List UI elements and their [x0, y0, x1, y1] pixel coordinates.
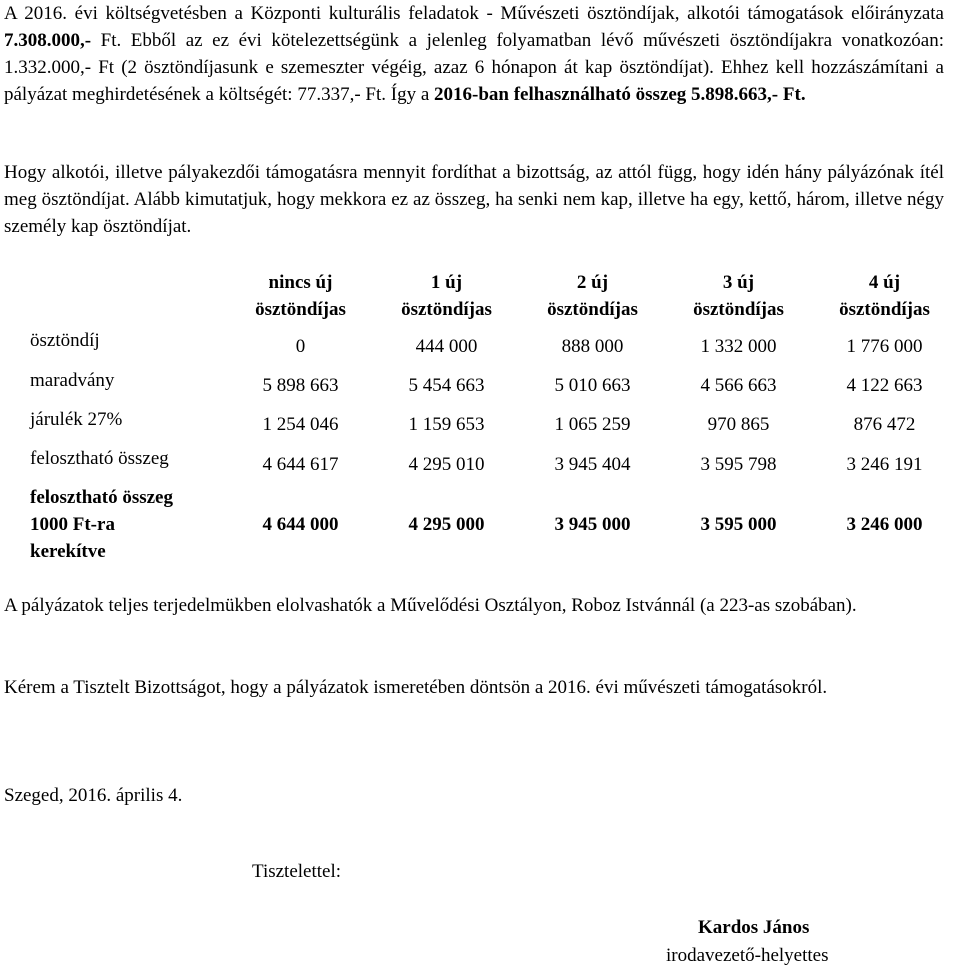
table-header-4: 4 új ösztöndíjas [839, 272, 930, 320]
row-label-maradvany: maradvány [30, 370, 115, 391]
request-paragraph: Kérem a Tisztelt Bizottságot, hogy a pályázatok ismeretében döntsön a 2016. évi művészeti támogatásokról. [4, 677, 828, 698]
table-cell: 3 945 404 [554, 454, 631, 475]
table-cell: 4 644 000 [262, 514, 339, 535]
table-cell: 444 000 [415, 336, 478, 357]
table-cell: 970 865 [707, 414, 770, 435]
row-label-feloszthato: felosztható összeg [30, 448, 169, 469]
table-cell: 888 000 [561, 336, 624, 357]
closing-greeting: Tisztelettel: [252, 861, 342, 882]
row-label-osztondij: ösztöndíj [30, 330, 100, 351]
table-header-1: 1 új ösztöndíjas [401, 272, 492, 320]
table-cell: 4 122 663 [846, 375, 923, 396]
table-cell: 4 566 663 [700, 375, 777, 396]
row-label-jarulek: járulék 27% [30, 409, 123, 430]
table-cell: 3 246 191 [846, 454, 923, 475]
signature-name: Kardos János [698, 917, 810, 938]
table-cell: 4 295 010 [408, 454, 485, 475]
table-cell: 1 254 046 [262, 414, 339, 435]
table-cell: 4 644 617 [262, 454, 339, 475]
table-cell: 1 065 259 [554, 414, 631, 435]
table-cell: 876 472 [853, 414, 916, 435]
signature-title: irodavezető-helyettes [666, 945, 829, 966]
intro-text-2: Ft. Ebből az ez évi kötelezettségünk a jelenleg folyamatban lévő művészeti ösztöndíjakra vonatkozóan: 1.332.000,- Ft (2 ösztöndíjasunk e szemeszter végéig, azaz 6 hónapon át kap ösztöndíjat). Ehhez kell hozzászámítani a pályázat meghirdetésének a költségét: 77.337,- Ft. Így a [4, 30, 944, 105]
intro-text-1: A 2016. évi költségvetésben a Központi kulturális feladatok - Művészeti ösztöndíjak, alkotói támogatások előirányzata [4, 3, 944, 24]
table-cell: 3 595 000 [700, 514, 777, 535]
intro-available-amount: 2016-ban felhasználható összeg 5.898.663,- Ft. [434, 84, 806, 105]
table-cell: 4 295 000 [408, 514, 485, 535]
intro-budget-amount: 7.308.000,- [4, 30, 92, 51]
table-cell: 3 945 000 [554, 514, 631, 535]
place-date: Szeged, 2016. április 4. [4, 785, 183, 806]
table-cell: 5 010 663 [554, 375, 631, 396]
table-header-3: 3 új ösztöndíjas [693, 272, 784, 320]
intro-paragraph [4, 0, 944, 108]
row-label-rounded: felosztható összeg 1000 Ft-ra kerekítve [30, 487, 173, 562]
table-cell: 5 898 663 [262, 375, 339, 396]
explanation-paragraph: Hogy alkotói, illetve pályakezdői támogatásra mennyit fordíthat a bizottság, az attól függ, hogy idén hány pályázónak ítél meg ösztöndíjat. Alább kimutatjuk, hogy mekkora ez az összeg, ha senki nem kap, illetve ha egy, kettő, három, illetve négy személy kap ösztöndíjat. [4, 162, 944, 237]
table-header-2: 2 új ösztöndíjas [547, 272, 638, 320]
table-cell: 1 332 000 [700, 336, 777, 357]
table-header-0: nincs új ösztöndíjas [255, 272, 346, 320]
table-cell: 1 776 000 [846, 336, 923, 357]
table-cell: 5 454 663 [408, 375, 485, 396]
table-cell: 1 159 653 [408, 414, 485, 435]
table-cell: 3 595 798 [700, 454, 777, 475]
availability-paragraph: A pályázatok teljes terjedelmükben elolvashatók a Művelődési Osztályon, Roboz Istvánnál (a 223-as szobában). [4, 595, 857, 616]
table-cell: 3 246 000 [846, 514, 923, 535]
table-cell: 0 [295, 336, 306, 357]
